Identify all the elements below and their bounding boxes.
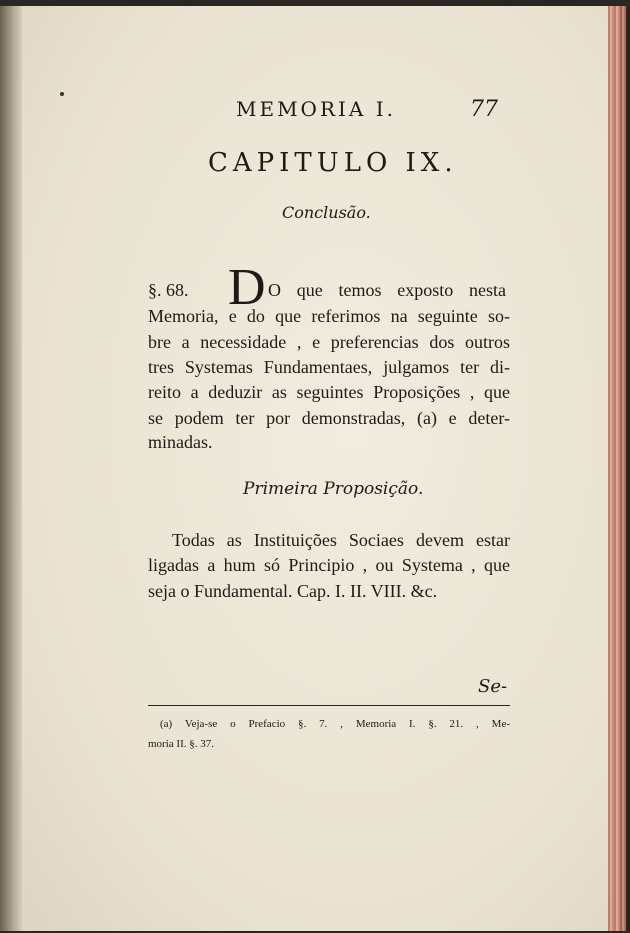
section-number: §. 68. xyxy=(148,280,189,300)
proposition-line: Todas as Instituições Sociaes devem estar xyxy=(172,530,510,550)
footnote-line: moria II. §. 37. xyxy=(148,738,214,750)
drop-cap: D xyxy=(228,259,266,316)
paragraph-line: Memoria, e do que referimos na seguinte so- xyxy=(148,306,510,326)
proposition-line: seja o Fundamental. Cap. I. II. VIII. &c. xyxy=(148,581,438,601)
proposition-heading: Primeira Proposição. xyxy=(243,479,424,499)
paragraph-line: se podem ter por demonstradas, (a) e deter- xyxy=(148,408,510,428)
page-number: 77 xyxy=(470,97,498,122)
footnote-line: (a) Veja-se o Prefacio §. 7. , Memoria I. §. 21. , Me- xyxy=(160,718,510,730)
proposition-line: ligadas a hum só Principio , ou Systema , que xyxy=(148,555,510,575)
paragraph-line: minadas. xyxy=(148,432,213,452)
running-head: MEMORIA I. xyxy=(236,97,396,121)
chapter-title: CAPITULO IX. xyxy=(208,148,458,178)
chapter-subtitle: Conclusão. xyxy=(282,203,371,222)
paragraph-line: tres Systemas Fundamentaes, julgamos ter di- xyxy=(148,357,510,377)
ink-spot xyxy=(60,92,64,96)
footnote-rule xyxy=(148,705,510,706)
book-page xyxy=(22,6,620,931)
catchword: Se- xyxy=(478,676,508,697)
paragraph-line: reito a deduzir as seguintes Proposições , que xyxy=(148,382,510,402)
page-edge xyxy=(608,6,626,931)
book-gutter xyxy=(0,6,24,931)
paragraph-line: bre a necessidade , e preferencias dos outros xyxy=(148,332,510,352)
paragraph-line: O que temos exposto nesta xyxy=(268,280,506,300)
